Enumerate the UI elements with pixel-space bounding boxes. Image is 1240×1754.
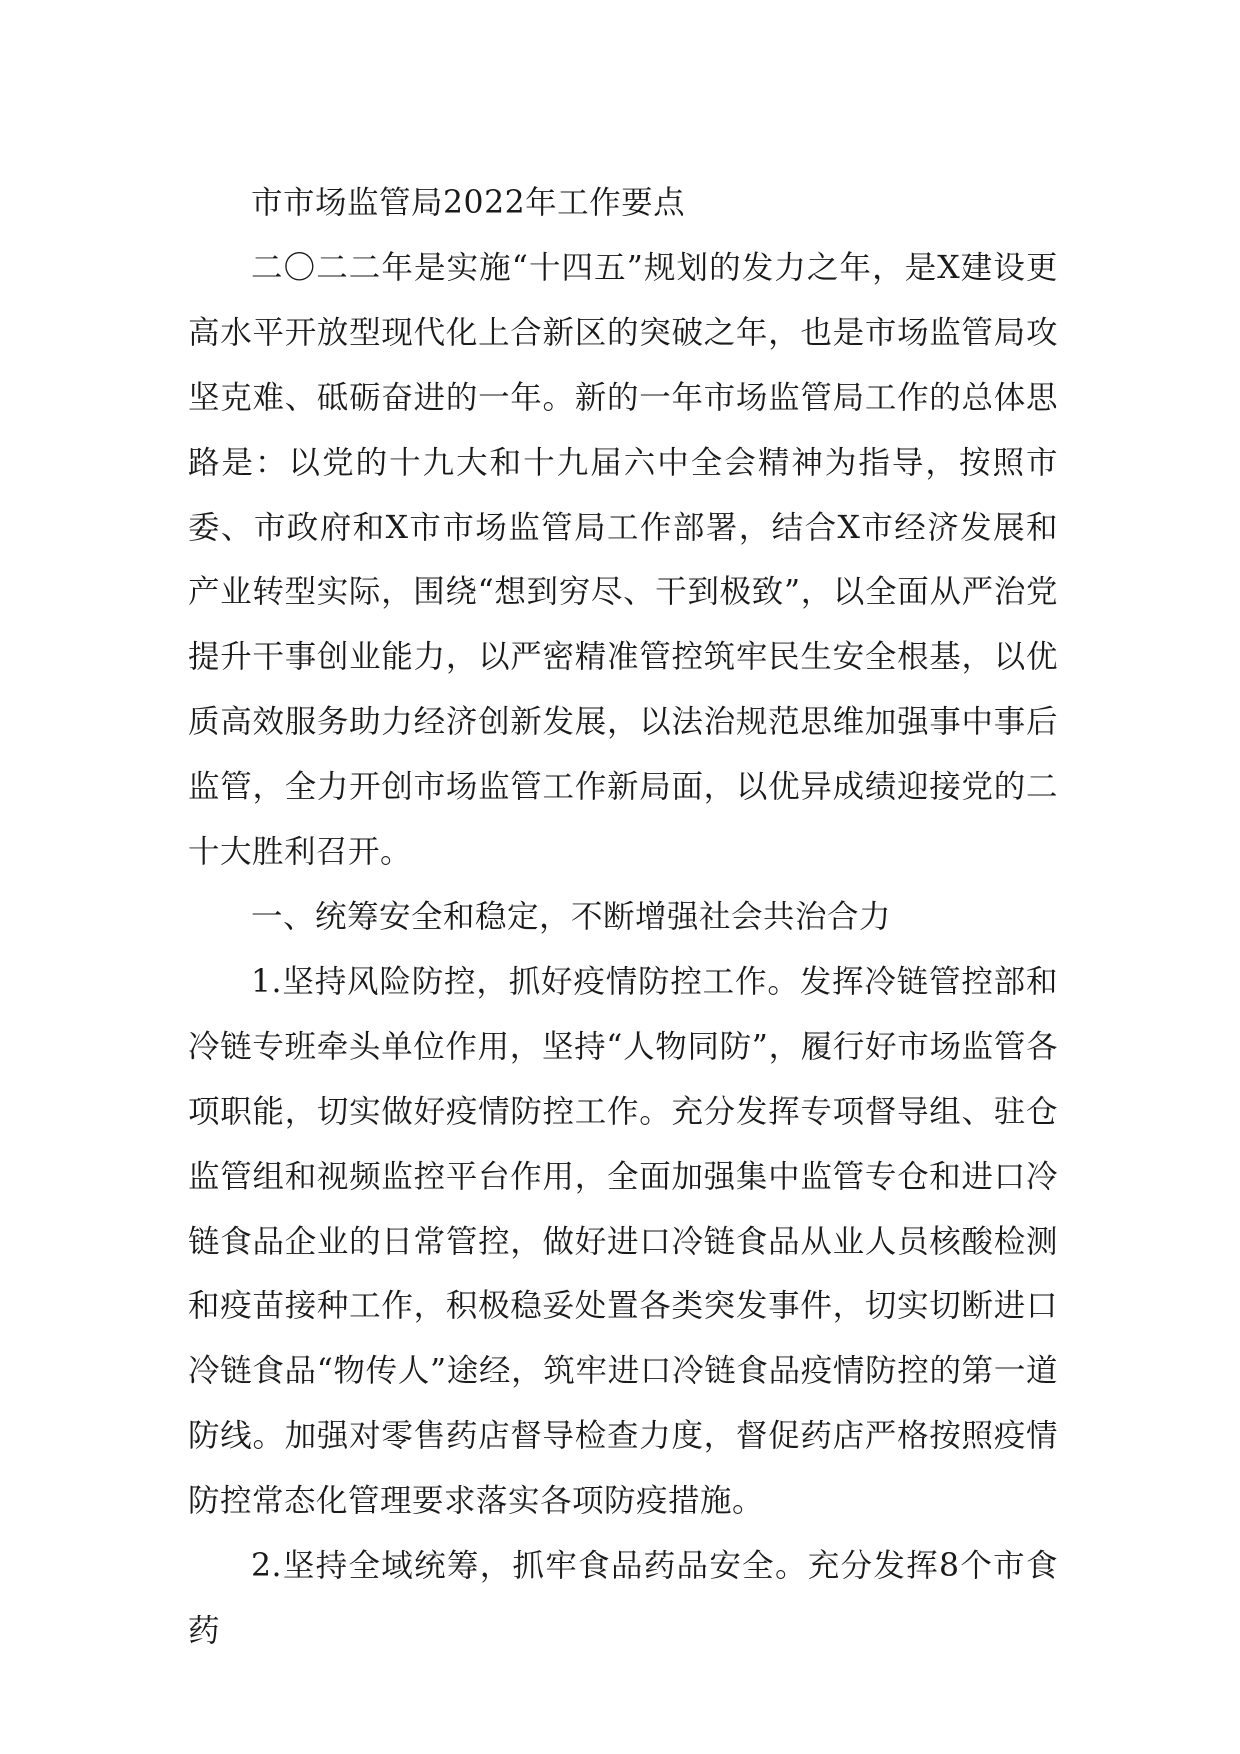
document-title: 市市场监管局2022年工作要点 xyxy=(251,185,686,221)
intro-paragraph: 二〇二二年是实施“十四五”规划的发力之年，是X建设更高水平开放型现代化上合新区的突破之年，也是市场监管局攻坚克难、砥砺奋进的一年。新的一年市场监管局工作的总体思路是：以党的十九大和十九届六中全会精神为指导，按照市委、市政府和X市市场监管局工作部署，结合X市经济发展和产业转型实际，围绕“想到穷尽、干到极致”，以全面从严治党提升干事创业能力，以严密精准管控筑牢民生安全根基，以优质高效服务助力经济创新发展，以法治规范思维加强事中事后监管，全力开创市场监管工作新局面，以优异成绩迎接党的二十大胜利召开。 xyxy=(188,249,1058,871)
document-body xyxy=(188,171,1058,1664)
item-paragraph-2: 2.坚持全域统筹，抓牢食品药品安全。充分发挥8个市食药 xyxy=(188,1548,1058,1649)
section-heading-1: 一、统筹安全和稳定，不断增强社会共治合力 xyxy=(251,898,892,935)
item-paragraph-1: 1.坚持风险防控，抓好疫情防控工作。发挥冷链管控部和冷链专班牵头单位作用，坚持“人物同防”，履行好市场监管各项职能，切实做好疫情防控工作。充分发挥专项督导组、驻仓监管组和视频监控平台作用，全面加强集中监管专仓和进口冷链食品企业的日常管控，做好进口冷链食品从业人员核酸检测和疫苗接种工作，积极稳妥处置各类突发事件，切实切断进口冷链食品“物传人”途经，筑牢进口冷链食品疫情防控的第一道防线。加强对零售药店督导检查力度，督促药店严格按照疫情防控常态化管理要求落实各项防疫措施。 xyxy=(188,963,1058,1520)
